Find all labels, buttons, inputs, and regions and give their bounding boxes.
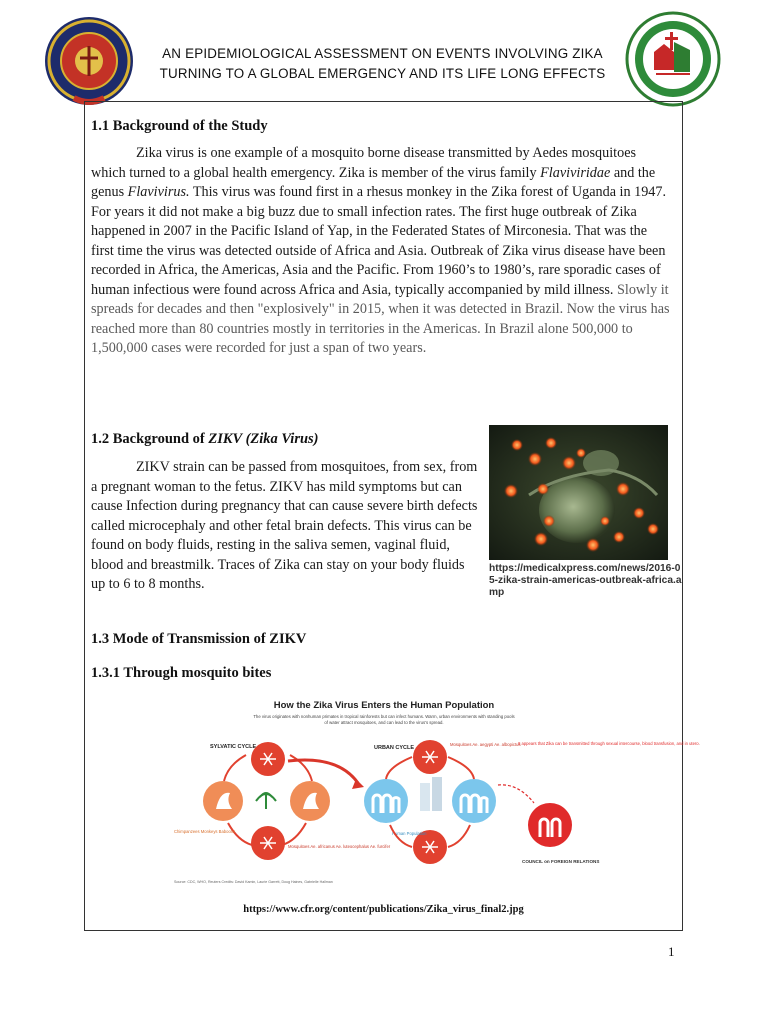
urban-cycle-label: URBAN CYCLE <box>374 745 415 751</box>
text-run: and the genus <box>91 164 656 200</box>
sexual-transmission-circle <box>528 803 572 847</box>
sylvatic-cycle-label: SYLVATIC CYCLE <box>210 744 257 750</box>
diagram-subtitle-2: of water attract mosquitoes, and can lead to the virus's spread. <box>324 720 444 725</box>
transmission-note: It appears that Zika can be transmitted through sexual intercourse, blood transfusion, and in utero. <box>518 741 700 746</box>
heading-mode-of-transmission: 1.3 Mode of Transmission of ZIKV <box>91 631 307 647</box>
zika-transmission-diagram <box>168 697 700 889</box>
title-line-2: TURNING TO A GLOBAL EMERGENCY AND ITS LIFE LONG EFFECTS <box>159 66 606 81</box>
humans-label: Human Population <box>392 831 427 836</box>
paragraph-zikv <box>91 458 479 595</box>
diagram-subtitle-1: The virus originates with nonhuman primates in tropical rainforests but can infect humans. Warm, urban environments with standing pools <box>253 714 515 719</box>
image-source-caption: https://medicalxpress.com/news/2016-05-zika-strain-americas-outbreak-africa.amp <box>489 563 682 598</box>
virus-family: Flaviviridae <box>540 164 611 181</box>
heading-background-of-study: 1.1 Background of the Study <box>91 118 268 134</box>
human-circle-left <box>364 779 408 823</box>
national-colleges-seal-logo <box>626 12 720 106</box>
council-logo-text: COUNCIL on FOREIGN RELATIONS <box>522 859 600 864</box>
heading-through-mosquito-bites: 1.3.1 Through mosquito bites <box>91 665 272 681</box>
paragraph-background-of-study <box>91 144 671 359</box>
heading-italic: ZIKV (Zika Virus) <box>208 431 319 447</box>
heading-background-of-zikv <box>91 431 319 448</box>
text-run: ZIKV strain can be passed from mosquitoes, from sex, from a pregnant woman to the fetus. ZIKV has mild symptoms but can cause Infection during pregnancy that can cause severe birth defects called microcephaly and other fetal brain defects. This virus can be found on body fluids, resting in the saliva semen, vaginal fluid, blood and breastmilk. Traces of Zika can stay on your body fluids up to 6 to 8 months. <box>91 459 478 592</box>
page-number: 1 <box>668 944 675 959</box>
quoted-text-run: Slowly it spreads for decades and then "explosively" in 2015, when it was detected in Brazil. Now the virus has reached more than 80 countries mostly in territories in the Americas. In Brazil alone 500,000 to 1,500,000 cases were recorded for just a span of two years. <box>91 281 670 356</box>
building-icon <box>432 777 442 811</box>
mosquito-bottom-label: Mosquitoes Ae. africanus Ae. luteocephalus Ae. furcifer <box>288 844 391 849</box>
title-line-1: AN EPIDEMIOLOGICAL ASSESSMENT ON EVENTS INVOLVING ZIKA <box>162 46 603 61</box>
diagram-credits: Source: CDC, WHO, Reuters Credits: David Kamin, Laurie Garrett, Doug Haines, Gabrielle Hallman <box>174 880 333 884</box>
diagram-source-url: https://www.cfr.org/content/publications/Zika_virus_final2.jpg <box>243 904 524 915</box>
text-run: Zika virus is one example of a mosquito borne disease transmitted by Aedes mosquitoes which turned to a global health emergency. Zika is member of the virus family <box>91 145 637 181</box>
zika-virus-micrograph-image <box>489 425 668 560</box>
mosquito-top-label: Mosquitoes Ae. aegypti Ae. albopictus <box>450 742 521 747</box>
primates-label: Chimpanzees Monkeys Baboons <box>174 829 236 834</box>
document-title <box>140 44 625 84</box>
virus-genus: Flavivirus. <box>127 184 190 200</box>
human-circle-right <box>452 779 496 823</box>
building-icon <box>420 783 430 811</box>
college-seal-logo <box>44 16 134 106</box>
heading-prefix: 1.2 Background of <box>91 431 209 447</box>
diagram-title: How the Zika Virus Enters the Human Population <box>273 700 495 711</box>
text-run: This virus was found first in a rhesus monkey in the Zika forest of Uganda in 1947. For years it did not make a big buzz due to small infection rates. The first huge outbreak of Zika happened in 2007 in the Pacific Island of Yap, in the Federated States of Mirconesia. That was the first time the virus was detected outside of Africa and Asia. Outbreak of Zika virus disease have been recorded in Africa, the Americas, Asia and the Pacific. From 1960’s to 1980’s, rare sporadic cases of human infectious were found across Africa and Asia, typically accompanied by mild illness. <box>91 184 667 298</box>
